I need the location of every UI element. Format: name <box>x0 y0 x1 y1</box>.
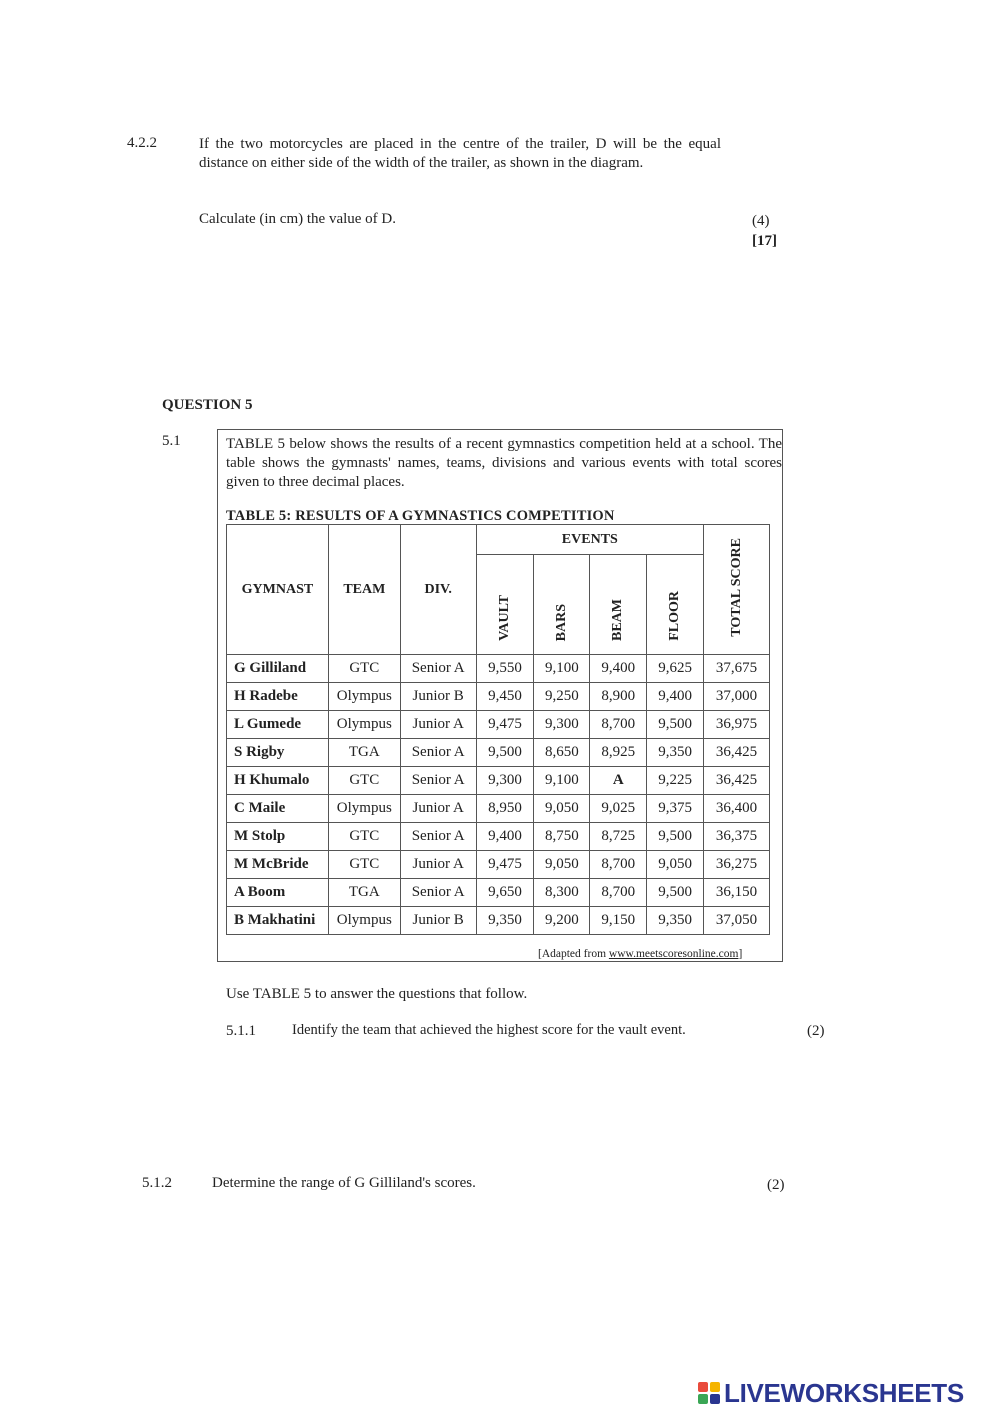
cell-gymnast: C Maile <box>227 795 329 823</box>
cell-floor: 9,375 <box>647 795 704 823</box>
header-events: EVENTS <box>476 525 704 555</box>
question-number-5-1-2: 5.1.2 <box>142 1175 172 1191</box>
source-suffix: ] <box>738 948 743 960</box>
cell-division: Senior A <box>400 879 476 907</box>
cell-gymnast: A Boom <box>227 879 329 907</box>
table-row <box>227 823 770 851</box>
cell-beam: A <box>590 767 647 795</box>
cell-team: GTC <box>328 767 400 795</box>
table-row <box>227 795 770 823</box>
cell-bars: 8,750 <box>534 823 590 851</box>
cell-vault: 9,450 <box>476 683 534 711</box>
cell-team: GTC <box>328 851 400 879</box>
cell-total: 37,000 <box>704 683 770 711</box>
cell-beam: 9,025 <box>590 795 647 823</box>
question-number-5-1-1: 5.1.1 <box>226 1023 256 1039</box>
cell-division: Junior A <box>400 795 476 823</box>
cell-gymnast: M Stolp <box>227 823 329 851</box>
cell-division: Junior A <box>400 851 476 879</box>
table-row <box>227 879 770 907</box>
header-division: DIV. <box>400 525 476 655</box>
cell-bars: 8,650 <box>534 739 590 767</box>
header-beam: BEAM <box>610 599 626 641</box>
header-team: TEAM <box>328 525 400 655</box>
cell-bars: 9,200 <box>534 907 590 935</box>
header-vault: VAULT <box>497 595 512 641</box>
cell-division: Junior A <box>400 711 476 739</box>
cell-beam: 8,700 <box>590 879 647 907</box>
cell-division: Senior A <box>400 655 476 683</box>
table-5-introduction: TABLE 5 below shows the results of a recent gymnastics competition held at a school. The table shows the gymnasts' names, teams, divisions and various events with total scores given to three decimal places. <box>226 436 782 490</box>
question-number-4-2-2: 4.2.2 <box>127 135 157 151</box>
question-5-1-2-text: Determine the range of G Gilliland's scores. <box>212 1175 476 1191</box>
table-row <box>227 683 770 711</box>
header-total-score: TOTAL SCORE <box>728 537 744 637</box>
liveworksheets-brand[interactable] <box>697 1378 964 1408</box>
cell-beam: 9,400 <box>590 655 647 683</box>
cell-total: 36,375 <box>704 823 770 851</box>
cell-team: GTC <box>328 655 400 683</box>
cell-gymnast: G Gilliland <box>227 655 329 683</box>
cell-team: TGA <box>328 879 400 907</box>
cell-gymnast: M McBride <box>227 851 329 879</box>
cell-floor: 9,500 <box>647 711 704 739</box>
header-bars: BARS <box>553 603 569 641</box>
cell-bars: 9,100 <box>534 655 590 683</box>
cell-floor: 9,500 <box>647 823 704 851</box>
header-beam-cell <box>590 555 647 655</box>
cell-vault: 9,400 <box>476 823 534 851</box>
cell-floor: 9,350 <box>647 907 704 935</box>
cell-gymnast: L Gumede <box>227 711 329 739</box>
cell-beam: 8,725 <box>590 823 647 851</box>
table-row <box>227 907 770 935</box>
cell-total: 37,050 <box>704 907 770 935</box>
cell-bars: 9,300 <box>534 711 590 739</box>
cell-beam: 9,150 <box>590 907 647 935</box>
cell-bars: 9,050 <box>534 795 590 823</box>
question-4-2-2-marks: (4) <box>752 213 770 229</box>
liveworksheets-logo-icon <box>697 1381 721 1405</box>
section-total-marks: [17] <box>752 233 777 249</box>
cell-floor: 9,500 <box>647 879 704 907</box>
cell-beam: 8,700 <box>590 851 647 879</box>
cell-vault: 9,475 <box>476 851 534 879</box>
cell-bars: 8,300 <box>534 879 590 907</box>
header-gymnast: GYMNAST <box>227 525 329 655</box>
cell-floor: 9,625 <box>647 655 704 683</box>
cell-total: 36,425 <box>704 739 770 767</box>
cell-division: Junior B <box>400 907 476 935</box>
table-source <box>538 948 742 960</box>
question-4-2-2-instruction: Calculate (in cm) the value of D. <box>199 211 397 227</box>
question-number-5-1: 5.1 <box>162 433 181 449</box>
cell-total: 36,275 <box>704 851 770 879</box>
cell-vault: 9,300 <box>476 767 534 795</box>
cell-beam: 8,900 <box>590 683 647 711</box>
question-5-1-2-marks: (2) <box>767 1177 785 1193</box>
cell-division: Senior A <box>400 767 476 795</box>
cell-team: Olympus <box>328 907 400 935</box>
cell-vault: 9,500 <box>476 739 534 767</box>
cell-beam: 8,700 <box>590 711 647 739</box>
table-row <box>227 767 770 795</box>
source-prefix: [Adapted from <box>538 948 609 960</box>
cell-team: Olympus <box>328 683 400 711</box>
cell-vault: 9,650 <box>476 879 534 907</box>
cell-team: TGA <box>328 739 400 767</box>
use-table-instruction: Use TABLE 5 to answer the questions that follow. <box>226 986 528 1002</box>
question-5-title: QUESTION 5 <box>162 397 253 413</box>
cell-division: Senior A <box>400 823 476 851</box>
cell-team: GTC <box>328 823 400 851</box>
cell-vault: 8,950 <box>476 795 534 823</box>
cell-division: Junior B <box>400 683 476 711</box>
liveworksheets-wordmark: LIVEWORKSHEETS <box>724 1377 964 1408</box>
cell-vault: 9,550 <box>476 655 534 683</box>
cell-floor: 9,350 <box>647 739 704 767</box>
cell-floor: 9,400 <box>647 683 704 711</box>
cell-vault: 9,350 <box>476 907 534 935</box>
cell-gymnast: B Makhatini <box>227 907 329 935</box>
cell-bars: 9,250 <box>534 683 590 711</box>
cell-gymnast: H Radebe <box>227 683 329 711</box>
cell-total: 36,150 <box>704 879 770 907</box>
cell-floor: 9,225 <box>647 767 704 795</box>
source-link[interactable]: www.meetscoresonline.com <box>608 948 739 960</box>
header-total-score-cell <box>704 525 770 655</box>
header-bars-cell <box>534 555 590 655</box>
cell-division: Senior A <box>400 739 476 767</box>
table-row <box>227 711 770 739</box>
header-floor-cell <box>647 555 704 655</box>
cell-total: 37,675 <box>704 655 770 683</box>
cell-vault: 9,475 <box>476 711 534 739</box>
table-5-title: TABLE 5: RESULTS OF A GYMNASTICS COMPETITION <box>226 508 615 524</box>
cell-bars: 9,050 <box>534 851 590 879</box>
header-vault-cell <box>476 555 534 655</box>
table-row <box>227 739 770 767</box>
cell-bars: 9,100 <box>534 767 590 795</box>
table-row <box>227 655 770 683</box>
cell-team: Olympus <box>328 795 400 823</box>
table-row <box>227 851 770 879</box>
gymnastics-results-table <box>226 524 770 935</box>
cell-total: 36,425 <box>704 767 770 795</box>
header-floor: FLOOR <box>667 591 683 641</box>
cell-floor: 9,050 <box>647 851 704 879</box>
cell-total: 36,975 <box>704 711 770 739</box>
cell-team: Olympus <box>328 711 400 739</box>
cell-gymnast: S Rigby <box>227 739 329 767</box>
cell-gymnast: H Khumalo <box>227 767 329 795</box>
cell-total: 36,400 <box>704 795 770 823</box>
question-5-1-1-text: Identify the team that achieved the highest score for the vault event. <box>292 1022 686 1038</box>
question-4-2-2-text: If the two motorcycles are placed in the centre of the trailer, D will be the equal distance on either side of the width of the trailer, as shown in the diagram. <box>199 136 721 171</box>
question-5-1-1-marks: (2) <box>807 1023 825 1039</box>
cell-beam: 8,925 <box>590 739 647 767</box>
